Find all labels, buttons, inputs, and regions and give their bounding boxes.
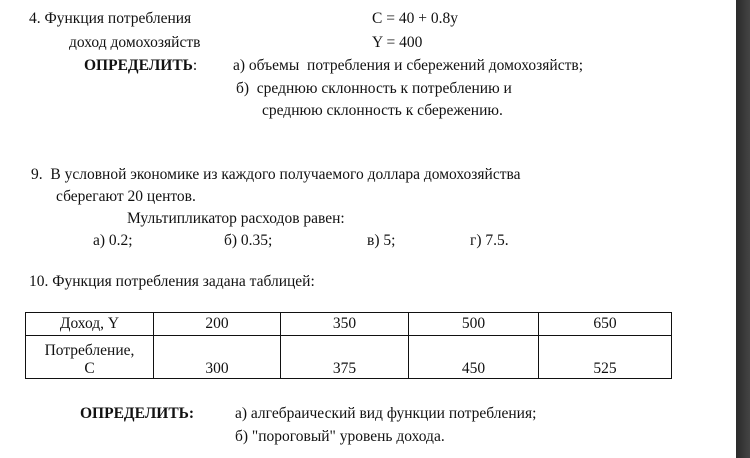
table-cell-income: 500 (409, 313, 539, 336)
q9-option-c: в) 5; (367, 232, 396, 249)
q4-item-a: а) объемы потребления и сбережений домохозяйств; (233, 57, 583, 74)
q4-formula: C = 40 + 0.8y (372, 10, 458, 27)
table-cell-income: 350 (281, 313, 409, 336)
q4-determine-label: ОПРЕДЕЛИТЬ (84, 57, 193, 74)
q9-line1: 9. В условной экономике из каждого получаемого доллара домохозяйства (31, 166, 521, 183)
q9-option-d: г) 7.5. (470, 232, 509, 249)
table-cell-income: 200 (154, 313, 281, 336)
table-cell-consumption: 300 (154, 336, 281, 379)
table-cell-consumption: 525 (539, 336, 672, 379)
table-cell-consumption: 375 (281, 336, 409, 379)
table-header-consumption-line1: Потребление, (44, 342, 135, 359)
q4-title: 4. Функция потребления (29, 10, 192, 27)
q4-income-label: доход домохозяйств (69, 34, 201, 51)
table-row-consumption (26, 336, 672, 379)
q10-item-b: б) "пороговый" уровень дохода. (235, 428, 445, 445)
table-cell-consumption: 450 (409, 336, 539, 379)
q9-line2: сберегают 20 центов. (56, 188, 196, 205)
q4-item-b-line2: среднюю склонность к сбережению. (262, 102, 503, 119)
table-header-income: Доход, Y (26, 313, 154, 336)
q4-determine-colon: : (192, 57, 198, 74)
q10-determine-label: ОПРЕДЕЛИТЬ: (80, 405, 195, 422)
table-header-consumption-line2: C (84, 360, 95, 377)
table-cell-income: 650 (539, 313, 672, 336)
q9-option-a: а) 0.2; (93, 232, 133, 249)
page-edge-shadow (736, 0, 750, 458)
q10-item-a: а) алгебраический вид функции потребления; (235, 405, 537, 422)
q9-option-b: б) 0.35; (224, 232, 273, 249)
q10-title: 10. Функция потребления задана таблицей: (29, 273, 315, 290)
table-header-consumption (26, 336, 154, 379)
q4-determine-line (84, 57, 197, 75)
table-row-income (26, 313, 672, 336)
q4-item-b-line1: б) среднюю склонность к потреблению и (236, 80, 512, 97)
q4-income-value: Y = 400 (372, 34, 423, 51)
consumption-table (25, 312, 672, 379)
q9-question: Мультипликатор расходов равен: (127, 210, 345, 227)
